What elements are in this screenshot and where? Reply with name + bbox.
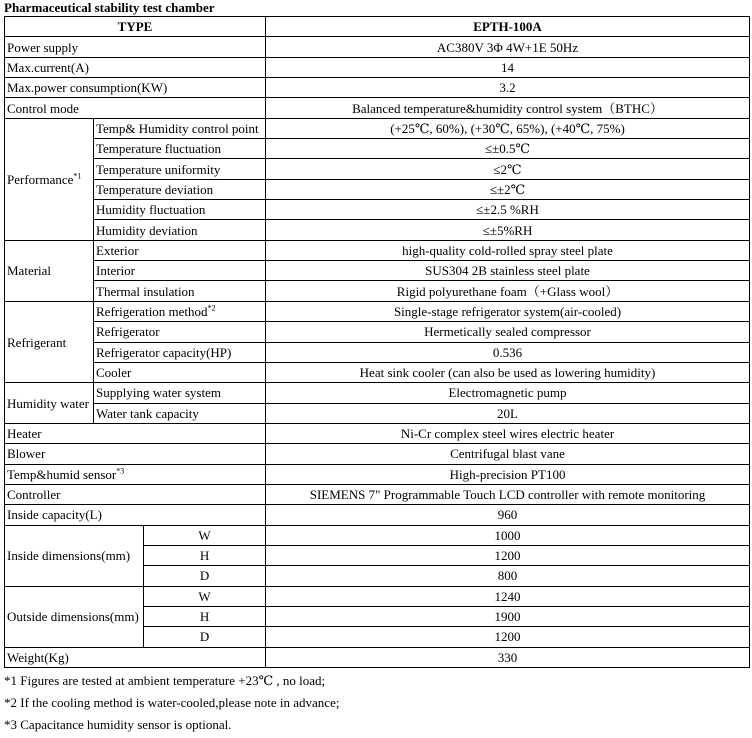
row-label-text: Refrigeration method (96, 303, 208, 319)
group-label-humidity-water: Humidity water (5, 383, 94, 424)
row-label (5, 464, 266, 484)
row-value: 1900 (266, 606, 750, 626)
table-row (5, 98, 750, 118)
row-value: 330 (266, 647, 750, 667)
row-label: W (144, 525, 266, 545)
footnote: *1 Figures are tested at ambient temperature +23℃ , no load; (4, 673, 326, 688)
row-value: 800 (266, 566, 750, 586)
row-value: 20L (266, 403, 750, 423)
row-label: Thermal insulation (94, 281, 266, 301)
table-row (5, 220, 750, 240)
row-value: high-quality cold-rolled spray steel plate (266, 240, 750, 260)
table-row (5, 139, 750, 159)
row-label: Humidity deviation (94, 220, 266, 240)
row-label: Temperature uniformity (94, 159, 266, 179)
row-value: 14 (266, 57, 750, 77)
row-label: Temp& Humidity control point (94, 118, 266, 138)
table-row (5, 261, 750, 281)
row-value: 1000 (266, 525, 750, 545)
group-label-material: Material (5, 240, 94, 301)
row-label: Water tank capacity (94, 403, 266, 423)
table-row (5, 159, 750, 179)
group-label-refrigerant: Refrigerant (5, 301, 94, 382)
row-value: Hermetically sealed compressor (266, 322, 750, 342)
table-row (5, 464, 750, 484)
row-label-text: Temp&humid sensor (7, 466, 117, 482)
row-value: AC380V 3Φ 4W+1E 50Hz (266, 37, 750, 57)
table-row (5, 423, 750, 443)
table-row (5, 362, 750, 382)
row-value: Ni-Cr complex steel wires electric heater (266, 423, 750, 443)
row-label: Blower (5, 444, 266, 464)
type-header: TYPE (5, 17, 266, 37)
row-label: Max.current(A) (5, 57, 266, 77)
model-header: EPTH-100A (266, 17, 750, 37)
table-row (5, 342, 750, 362)
row-label: Max.power consumption(KW) (5, 78, 266, 98)
table-row (5, 281, 750, 301)
row-label (94, 301, 266, 321)
row-label: Humidity fluctuation (94, 200, 266, 220)
table-row (5, 322, 750, 342)
table-row (5, 444, 750, 464)
row-label: W (144, 586, 266, 606)
row-value: ≤±2℃ (266, 179, 750, 199)
row-value: 1200 (266, 627, 750, 647)
row-value: Heat sink cooler (can also be used as lowering humidity) (266, 362, 750, 382)
row-value: 960 (266, 505, 750, 525)
row-label: H (144, 545, 266, 565)
row-label: D (144, 566, 266, 586)
row-label: Inside capacity(L) (5, 505, 266, 525)
group-label-outside-dimensions: Outside dimensions(mm) (5, 586, 144, 647)
group-label-text: Performance (7, 171, 74, 187)
row-label: Refrigerator (94, 322, 266, 342)
row-value: High-precision PT100 (266, 464, 750, 484)
row-label: Temperature fluctuation (94, 139, 266, 159)
table-row (5, 240, 750, 260)
row-value: ≤2℃ (266, 159, 750, 179)
table-row (5, 403, 750, 423)
row-value: ≤±2.5 %RH (266, 200, 750, 220)
group-label-inside-dimensions: Inside dimensions(mm) (5, 525, 144, 586)
table-row (5, 200, 750, 220)
footnote-marker: *2 (207, 303, 216, 313)
row-value: 0.536 (266, 342, 750, 362)
table-row (5, 505, 750, 525)
row-value: ≤±0.5℃ (266, 139, 750, 159)
row-value: Rigid polyurethane foam（+Glass wool） (266, 281, 750, 301)
table-row (5, 301, 750, 321)
footnote-marker: *1 (73, 171, 82, 181)
row-label: D (144, 627, 266, 647)
row-label: Control mode (5, 98, 266, 118)
row-value: 1240 (266, 586, 750, 606)
row-label: Interior (94, 261, 266, 281)
page-title: Pharmaceutical stability test chamber (4, 0, 215, 15)
row-value: Centrifugal blast vane (266, 444, 750, 464)
footnote-marker: *3 (116, 466, 125, 476)
footnote: *2 If the cooling method is water-cooled,please note in advance; (4, 695, 340, 710)
table-row (5, 525, 750, 545)
row-value: SUS304 2B stainless steel plate (266, 261, 750, 281)
table-header-row (5, 17, 750, 37)
table-row (5, 647, 750, 667)
row-value: ≤±5%RH (266, 220, 750, 240)
row-label: Cooler (94, 362, 266, 382)
row-label: Weight(Kg) (5, 647, 266, 667)
row-value: 1200 (266, 545, 750, 565)
row-label: H (144, 606, 266, 626)
row-label: Refrigerator capacity(HP) (94, 342, 266, 362)
row-value: 3.2 (266, 78, 750, 98)
group-label-performance (5, 118, 94, 240)
table-row (5, 37, 750, 57)
spec-table (4, 16, 750, 668)
table-row (5, 586, 750, 606)
row-value: Electromagnetic pump (266, 383, 750, 403)
row-value: SIEMENS 7" Programmable Touch LCD controller with remote monitoring (266, 484, 750, 504)
row-value: (+25℃, 60%), (+30℃, 65%), (+40℃, 75%) (266, 118, 750, 138)
footnotes (4, 670, 339, 736)
row-label: Temperature deviation (94, 179, 266, 199)
row-value: Balanced temperature&humidity control system（BTHC） (266, 98, 750, 118)
row-label: Power supply (5, 37, 266, 57)
row-label: Supplying water system (94, 383, 266, 403)
table-row (5, 57, 750, 77)
table-row (5, 383, 750, 403)
table-row (5, 78, 750, 98)
row-label: Exterior (94, 240, 266, 260)
row-label: Controller (5, 484, 266, 504)
table-row (5, 484, 750, 504)
footnote: *3 Capacitance humidity sensor is optional. (4, 717, 232, 732)
table-row (5, 179, 750, 199)
row-value: Single-stage refrigerator system(air-cooled) (266, 301, 750, 321)
table-row (5, 118, 750, 138)
row-label: Heater (5, 423, 266, 443)
